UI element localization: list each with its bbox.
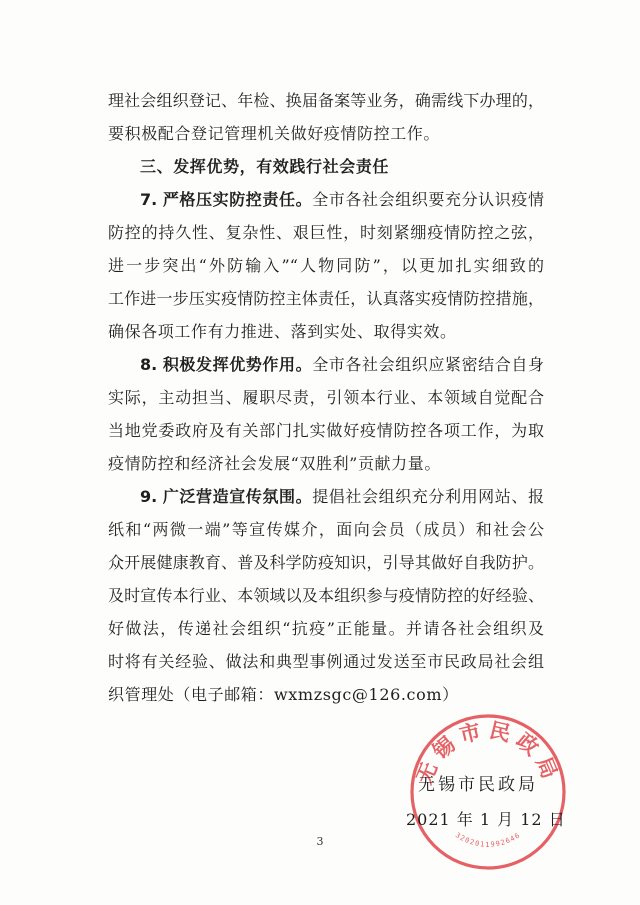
item-8-line: 疫情防控和经济社会发展“双胜利”贡献力量。: [108, 454, 441, 473]
item-8-line: 当地党委政府及有关部门扎实做好疫情防控各项工作，为取: [108, 421, 544, 440]
item-7-title: 严格压实防控责任。: [162, 190, 313, 209]
item-8-line: 实际，主动担当、履职尽责，引领本行业、本领域自觉配合: [108, 388, 544, 407]
intro-line: 要积极配合登记管理机关做好疫情防控工作。: [108, 124, 441, 143]
section-heading: 三、发挥优势，有效践行社会责任: [140, 157, 390, 176]
item-9-line: 时将有关经验、做法和典型事例通过发送至市民政局社会组: [108, 652, 544, 671]
item-7-line: 确保各项工作有力推进、落到实处、取得实效。: [108, 322, 457, 341]
item-9-line: 众开展健康教育、普及科学防疫知识，引导其做好自我防护。: [108, 553, 544, 572]
seal-text: [411, 717, 565, 788]
item-9-first-line: [108, 480, 544, 513]
document-body: [108, 84, 544, 711]
item-9-first-line-text: 提倡社会组织充分利用网站、报: [312, 487, 544, 506]
item-7-line: 进一步突出“外防输入”“人物同防”，以更加扎实细致的: [108, 256, 544, 275]
item-7-line: 防控的持久性、复杂性、艰巨性，时刻紧绷疫情防控之弦，: [108, 223, 544, 242]
page-number: 3: [316, 835, 324, 848]
item-7-first-line: [108, 183, 544, 216]
seal-code-path: 3202011992646: [453, 831, 523, 849]
item-8-first-line: [108, 348, 544, 381]
intro-line: 理社会组织登记、年检、换届备案等业务，确需线下办理的，: [108, 91, 544, 110]
item-9-line: 及时宣传本行业、本领域以及本组织参与疫情防控的好经验、: [108, 586, 544, 605]
item-9-title: 广泛营造宣传氛围。: [162, 487, 313, 506]
item-9-line: 织管理处（电子邮箱：wxmzsgc@126.com）: [108, 685, 459, 704]
item-7-first-line-text: 全市各社会组织要充分认识疫情: [312, 190, 544, 209]
signature-organization: 无锡市民政局: [418, 775, 538, 795]
item-9-number: 9.: [140, 487, 158, 506]
item-9-line: 好做法，传递社会组织“抗疫”正能量。并请各社会组织及: [108, 619, 544, 638]
signature-date: 2021 年 1 月 12 日: [406, 810, 566, 829]
item-8-first-line-text: 全市各社会组织应紧密结合自身: [312, 355, 544, 374]
seal-text-path: 无锡市民政局: [410, 716, 566, 788]
item-7-number: 7.: [140, 190, 158, 209]
item-9-line: 纸和“两微一端”等宣传媒介，面向会员（成员）和社会公: [108, 520, 544, 539]
item-8-title: 积极发挥优势作用。: [162, 355, 313, 374]
item-8-number: 8.: [140, 355, 158, 374]
item-7-line: 工作进一步压实疫情防控主体责任，认真落实疫情防控措施，: [108, 289, 544, 308]
